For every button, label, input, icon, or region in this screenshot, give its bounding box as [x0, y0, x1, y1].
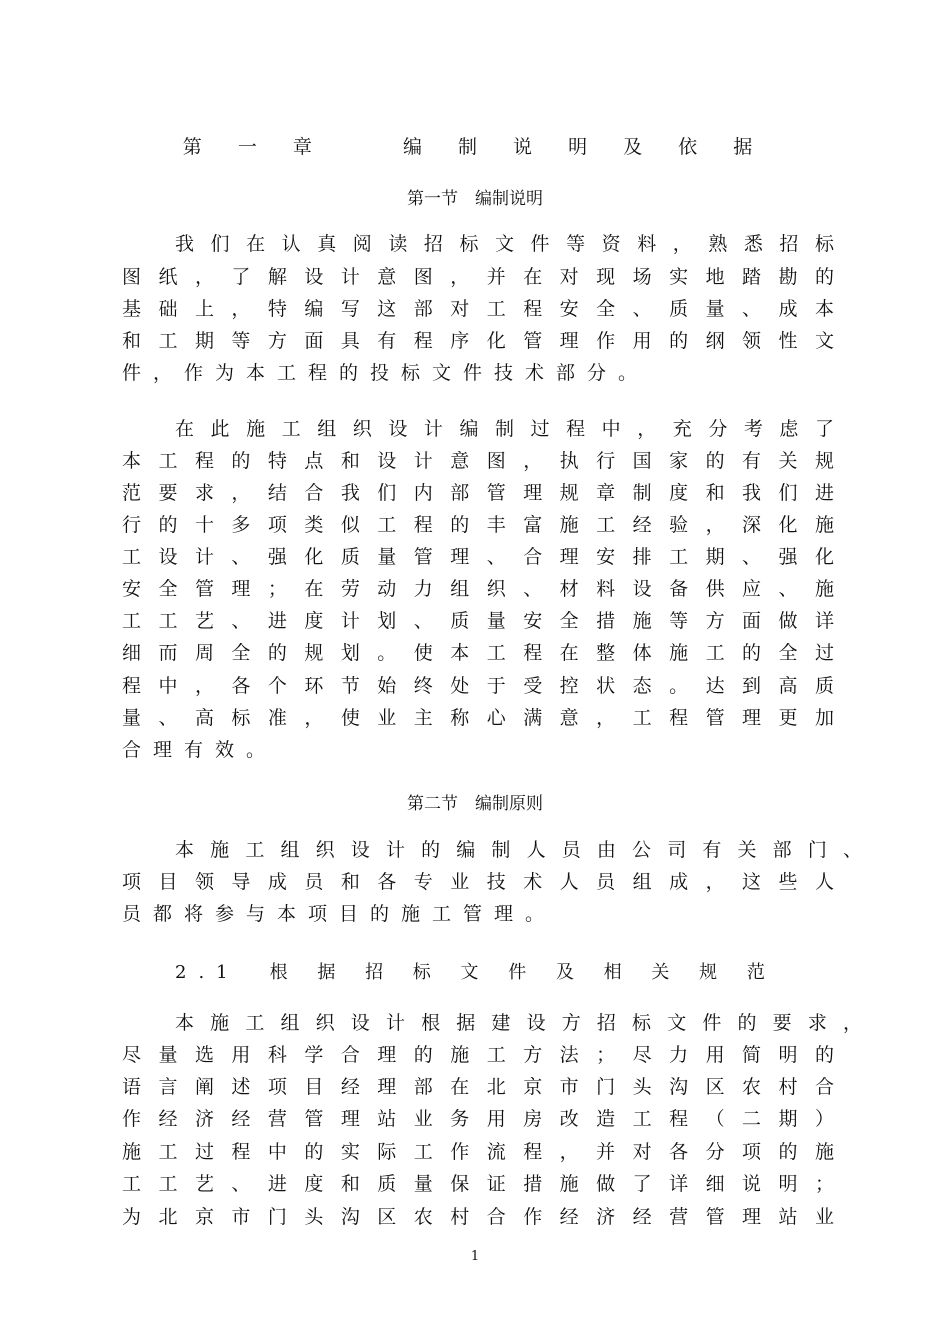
paragraph-line: 本工程的特点和设计意图，执行国家的有关规 — [122, 450, 834, 472]
paragraph-line: 行的十多项类似工程的丰富施工经验，深化施 — [122, 514, 834, 536]
paragraph-line: 项目领导成员和各专业技术人员组成，这些人 — [122, 871, 834, 893]
paragraph-line: 语言阐述项目经理部在北京市门头沟区农村合 — [122, 1076, 834, 1098]
chapter-title: 第 一 章 编 制 说 明 及 依 据 — [182, 136, 768, 158]
paragraph-line: 程中，各个环节始终处于受控状态。达到高质 — [122, 675, 834, 697]
paragraph-line: 细而周全的规划。使本工程在整体施工的全过 — [122, 642, 834, 664]
paragraph-line: 施工过程中的实际工作流程，并对各分项的施 — [122, 1141, 834, 1163]
paragraph-line: 件，作为本工程的投标文件技术部分。 — [122, 362, 650, 384]
paragraph-line: 本施工组织设计根据建设方招标文件的要求， — [175, 1012, 862, 1034]
paragraph-line: 员都将参与本项目的施工管理。 — [122, 903, 557, 925]
paragraph-line: 工设计、强化质量管理、合理安排工期、强化 — [122, 546, 834, 568]
paragraph-line: 作经济经营管理站业务用房改造工程（二期） — [122, 1108, 834, 1130]
paragraph-line: 基础上，特编写这部对工程安全、质量、成本 — [122, 298, 834, 320]
paragraph-line: 合理有效。 — [122, 739, 278, 761]
paragraph-line: 我们在认真阅读招标文件等资料，熟悉招标 — [175, 233, 834, 255]
paragraph-line: 本施工组织设计的编制人员由公司有关部门、 — [175, 839, 862, 861]
paragraph-line: 和工期等方面具有程序化管理作用的纲领性文 — [122, 330, 834, 352]
paragraph-line: 尽量选用科学合理的施工方法；尽力用简明的 — [122, 1044, 834, 1066]
paragraph-line: 安全管理；在劳动力组织、材料设备供应、施 — [122, 578, 834, 600]
paragraph-line: 量、高标准，使业主称心满意，工程管理更加 — [122, 707, 834, 729]
paragraph-line: 在此施工组织设计编制过程中，充分考虑了 — [175, 418, 834, 440]
paragraph-line: 范要求，结合我们内部管理规章制度和我们进 — [122, 482, 834, 504]
section-title-1: 第一节 编制说明 — [407, 189, 543, 209]
section-title-2: 第二节 编制原则 — [407, 794, 543, 814]
paragraph-line: 工工艺、进度和质量保证措施做了详细说明； — [122, 1173, 834, 1195]
subsection-heading: 2.1 根 据 招 标 文 件 及 相 关 规 范 — [175, 962, 777, 983]
paragraph-line: 为北京市门头沟区农村合作经济经营管理站业 — [122, 1206, 834, 1228]
page-number: 1 — [470, 1249, 480, 1264]
paragraph-line: 图纸，了解设计意图，并在对现场实地踏勘的 — [122, 266, 834, 288]
paragraph-line: 工工艺、进度计划、质量安全措施等方面做详 — [122, 610, 834, 632]
